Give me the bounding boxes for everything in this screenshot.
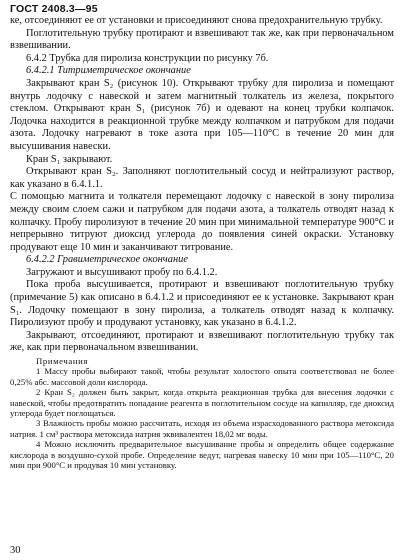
notes-title: Примечания	[36, 356, 88, 367]
paragraph: Поглотительную трубку протирают и взвешивают так же, как при первоначальном взвешивании.	[10, 27, 394, 52]
paragraph: Закрывают, отсоединяют, протирают и взвешивают поглотительную трубку так же, как при первоначальном взвешивании.	[10, 329, 394, 354]
note-item: 4 Можно исключить предварительное высушивание пробы и определить общее содержание кислорода в воздушно-сухой пробе. Определение ведут, нагревая навеску 10 мин при 105—110°С, 20 мин при 900°С и продувая 10 мин установку.	[10, 439, 394, 471]
paragraph: Кран S₁ закрывают.	[26, 153, 113, 165]
page-number: 30	[10, 545, 21, 556]
notes-section	[10, 356, 394, 470]
standard-header: ГОСТ 2408.3—95	[10, 3, 98, 15]
document-body	[10, 15, 394, 471]
section-heading: 6.4.2 Трубка для пиролиза конструкции по рисунку 7б.	[26, 52, 269, 64]
note-item: 3 Влажность пробы можно рассчитать, исходя из объема израсходованного раствора метоксида натрия. 1 см³ раствора метоксида натрия эквивалентен 18,02 мг воды.	[10, 418, 394, 439]
paragraph: С помощью магнита и толкателя перемещают лодочку с навеской в зону пиролиза между своим слоем сажи и патрубком для подачи азота, а толкатель отводят назад к колпачку. Пробу пиролизуют в течение 20 мин при минимальной температуре 900°С и непрерывно титруют диоксид углерода до появления синей окраски. Установку продувают еще 10 мин и заканчивают титрование.	[10, 191, 394, 253]
subsection-heading: 6.4.2.2 Гравиметрическое окончание	[26, 254, 188, 266]
paragraph: Открывают кран S₂. Заполняют поглотительный сосуд и нейтрализуют раствор, как указано в 6.4.1.1.	[10, 166, 394, 190]
paragraph: Загружают и высушивают пробу по 6.4.1.2.	[26, 266, 218, 278]
paragraph: Закрывают кран S₂ (рисунок 10). Открывают трубку для пиролиза и помещают внутрь лодочку с навеской и затем магнитный толкатель из железа, покрытого стеклом. Открывают кран S₁ (рисунок 7б) и одевают на конец трубки колпачок. Лодочка находится в реакционной трубке между колпачком и патрубком для подачи азота. Лодочку нагревают в токе азота при 105—110°С в течение 20 мин для высушивания навески.	[10, 77, 394, 152]
paragraph: ке, отсоединяют ее от установки и присоединяют снова предохранительную трубку.	[10, 15, 383, 26]
note-item: 2 Кран S₂ должен быть закрыт, когда открыта реакционная трубка для внесения лодочки с навеской, чтобы предотвратить попадание реагента в поглотительном сосуде на капилляр, где диоксид углерода будет поглощаться.	[10, 387, 394, 419]
subsection-heading: 6.4.2.1 Титриметрическое окончание	[26, 65, 191, 77]
note-item: 1 Массу пробы выбирают такой, чтобы результат холостого опыта соответствовал не более 0,25% абс. массовой доли кислорода.	[10, 366, 394, 387]
paragraph: Пока проба высушивается, протирают и взвешивают поглотительную трубку (примечание 5) как описано в 6.4.1.2 и присоединяют ее к установке. Закрывают кран S₁. Лодочку помещают в зону пиролиза, а толкатель отводят назад к колпачку. Пиролизуют пробу и продувают установку, как указано в 6.4.1.2.	[10, 279, 394, 329]
